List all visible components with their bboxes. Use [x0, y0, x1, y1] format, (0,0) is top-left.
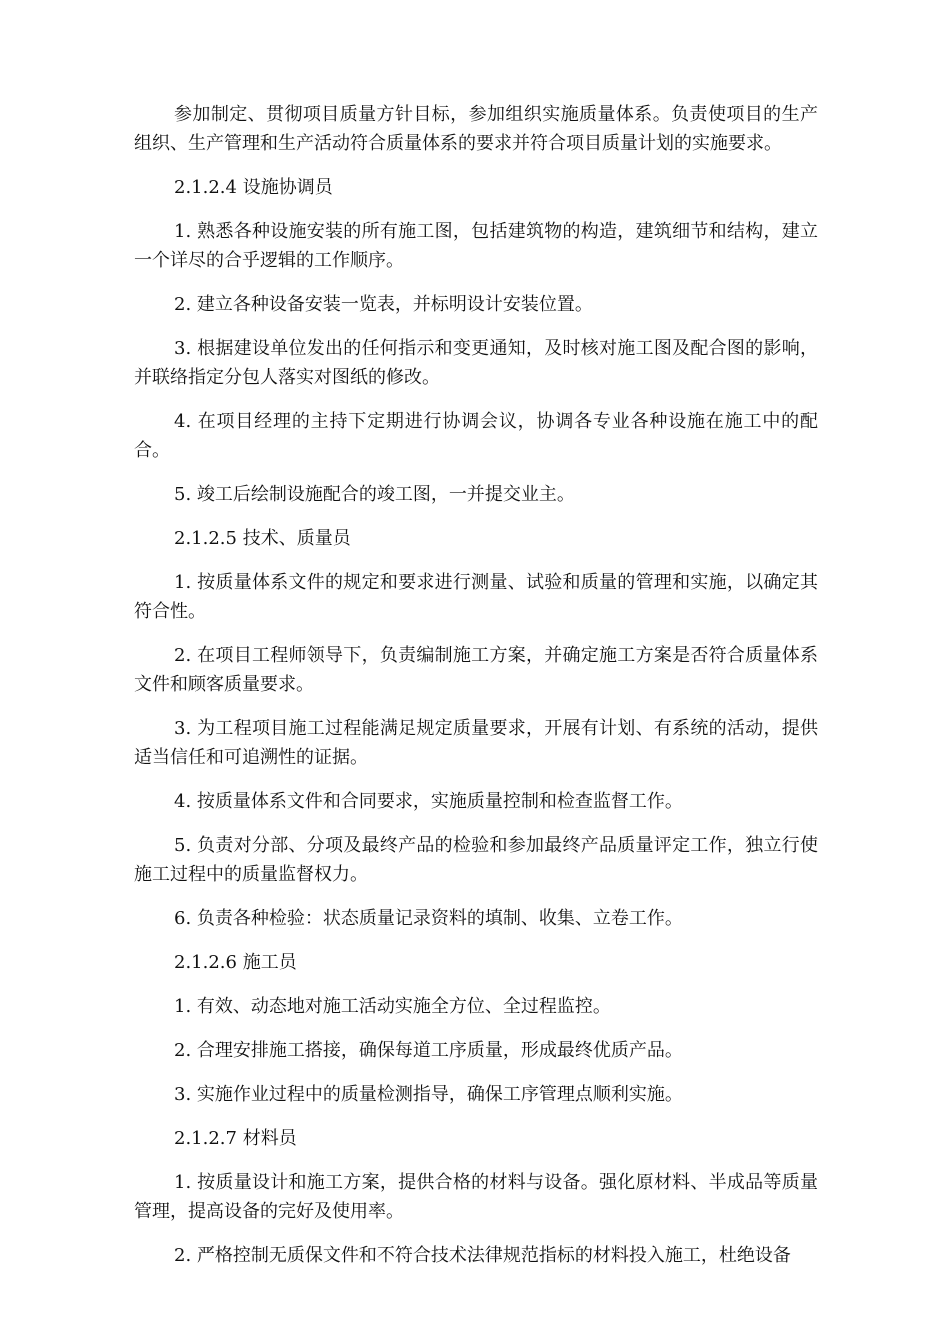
paragraph: 3. 根据建设单位发出的任何指示和变更通知，及时核对施工图及配合图的影响，并联络指定分包人落实对图纸的修改。 — [134, 338, 818, 388]
paragraph: 参加制定、贯彻项目质量方针目标，参加组织实施质量体系。负责使项目的生产组织、生产管理和生产活动符合质量体系的要求并符合项目质量计划的实施要求。 — [134, 104, 818, 154]
paragraph: 1. 按质量体系文件的规定和要求进行测量、试验和质量的管理和实施，以确定其符合性。 — [134, 572, 818, 622]
paragraph: 2. 合理安排施工搭接，确保每道工序质量，形成最终优质产品。 — [174, 1040, 683, 1061]
paragraph: 2. 严格控制无质保文件和不符合技术法律规范指标的材料投入施工，杜绝设备 — [174, 1245, 791, 1266]
section-heading: 2.1.2.6 施工员 — [174, 952, 297, 973]
paragraph: 4. 在项目经理的主持下定期进行协调会议，协调各专业各种设施在施工中的配合。 — [134, 411, 818, 461]
document-page — [134, 100, 818, 1285]
paragraph: 2. 建立各种设备安装一览表，并标明设计安装位置。 — [174, 294, 593, 315]
paragraph: 5. 竣工后绘制设施配合的竣工图，一并提交业主。 — [174, 484, 575, 505]
paragraph: 5. 负责对分部、分项及最终产品的检验和参加最终产品质量评定工作，独立行使施工过程中的质量监督权力。 — [134, 835, 818, 885]
paragraph: 3. 实施作业过程中的质量检测指导，确保工序管理点顺利实施。 — [174, 1084, 683, 1105]
paragraph: 4. 按质量体系文件和合同要求，实施质量控制和检查监督工作。 — [174, 791, 683, 812]
paragraph: 3. 为工程项目施工过程能满足规定质量要求，开展有计划、有系统的活动，提供适当信任和可追溯性的证据。 — [134, 718, 818, 768]
paragraph: 2. 在项目工程师领导下，负责编制施工方案，并确定施工方案是否符合质量体系文件和顾客质量要求。 — [134, 645, 818, 695]
paragraph: 1. 熟悉各种设施安装的所有施工图，包括建筑物的构造，建筑细节和结构，建立一个详尽的合乎逻辑的工作顺序。 — [134, 221, 818, 271]
paragraph: 1. 按质量设计和施工方案，提供合格的材料与设备。强化原材料、半成品等质量管理，提高设备的完好及使用率。 — [134, 1172, 818, 1222]
section-heading: 2.1.2.7 材料员 — [174, 1128, 297, 1149]
section-heading: 2.1.2.4 设施协调员 — [174, 177, 333, 198]
paragraph: 6. 负责各种检验：状态质量记录资料的填制、收集、立卷工作。 — [174, 908, 683, 929]
section-heading: 2.1.2.5 技术、质量员 — [174, 528, 351, 549]
paragraph: 1. 有效、动态地对施工活动实施全方位、全过程监控。 — [174, 996, 611, 1017]
